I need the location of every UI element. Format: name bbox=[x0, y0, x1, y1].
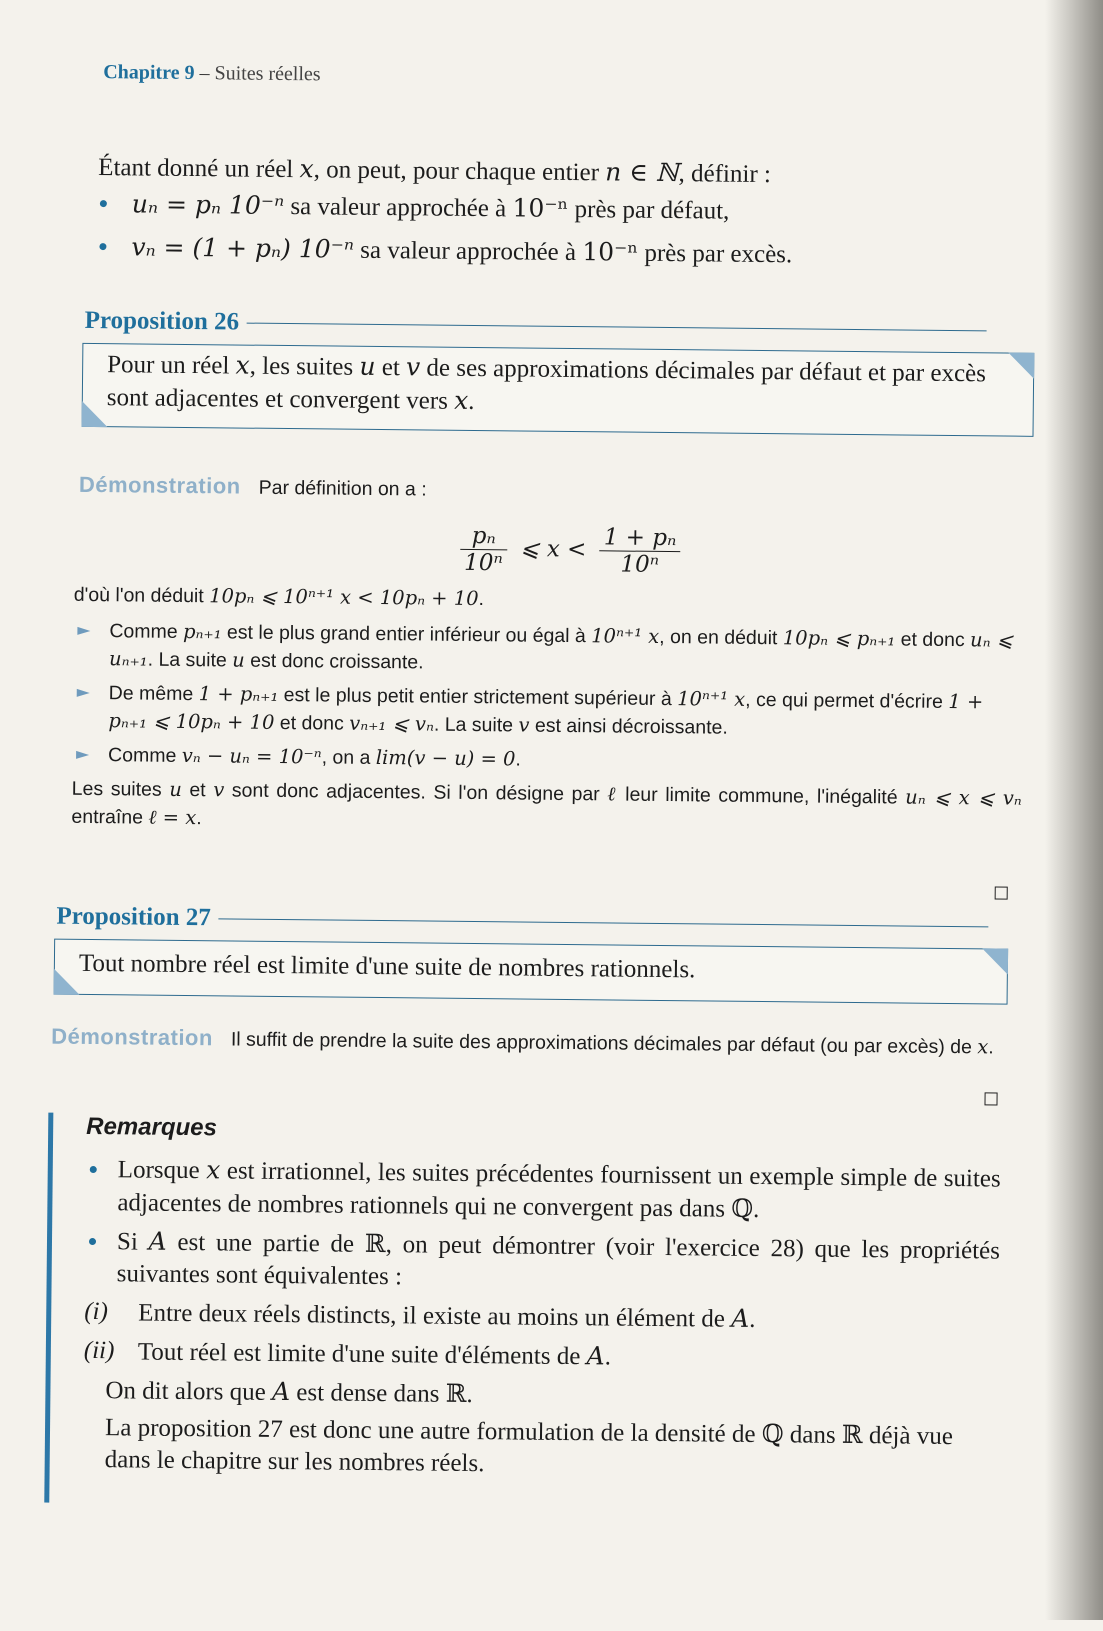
inequality-middle: ⩽ x < bbox=[512, 535, 594, 563]
math-deduction: 10pₙ ⩽ 10ⁿ⁺¹ x < 10pₙ + 10 bbox=[209, 584, 479, 611]
fraction-1p-over-10n bbox=[599, 524, 680, 578]
header-separator: – bbox=[199, 62, 210, 85]
running-header bbox=[103, 61, 321, 86]
arrow-bullet-icon bbox=[76, 751, 89, 759]
bullet-dot-icon bbox=[100, 200, 107, 207]
math-a: A bbox=[731, 1303, 750, 1333]
conclusion-text: leur limite commune, l'inégalité bbox=[617, 783, 906, 809]
deduction-line bbox=[74, 581, 1024, 619]
heading-rule bbox=[247, 322, 987, 331]
heading-rule bbox=[219, 918, 989, 927]
remark-text: est dense dans bbox=[289, 1379, 446, 1408]
math-r: ℝ bbox=[445, 1378, 467, 1408]
corner-decoration bbox=[82, 401, 108, 427]
demonstration-26-body bbox=[71, 581, 1024, 841]
math-expr: vₙ − uₙ = 10⁻ⁿ bbox=[181, 743, 322, 769]
math-q: ℚ bbox=[761, 1419, 784, 1449]
remark-text: est une partie de bbox=[166, 1228, 366, 1258]
math-expr: 1 + pₙ₊₁ ⩽ 10pₙ + 10 bbox=[108, 689, 984, 734]
math-n-in-n: n ∈ ℕ bbox=[605, 157, 679, 188]
qed-square-icon bbox=[984, 1092, 997, 1105]
demonstration-27 bbox=[51, 1023, 1006, 1062]
definition-v bbox=[97, 231, 997, 273]
proposition-text: Pour un réel bbox=[107, 351, 236, 380]
math-v: v bbox=[405, 352, 421, 382]
argument-text: . bbox=[515, 748, 522, 771]
property-text: Entre deux réels distincts, il existe au moins un élément de bbox=[138, 1299, 732, 1333]
proposition-27-heading bbox=[56, 903, 989, 941]
math-v-def: vₙ = (1 + pₙ) 10⁻ⁿ bbox=[131, 232, 355, 264]
remarks-body bbox=[83, 1153, 1001, 1486]
property-text: . bbox=[604, 1343, 612, 1371]
proposition-text: de ses approximations décimales par défaut et par excès sont adjacentes et convergent vers bbox=[106, 354, 987, 415]
math-x: x bbox=[299, 154, 314, 184]
proposition-text: . bbox=[468, 387, 475, 415]
argument-text: est ainsi décroissante. bbox=[529, 714, 728, 739]
remarks-side-bar bbox=[44, 1113, 53, 1503]
remark-item bbox=[84, 1225, 1000, 1300]
definition-text: près par excès. bbox=[638, 239, 793, 269]
density-remark bbox=[83, 1411, 999, 1486]
math-expr: 10ⁿ⁺¹ x bbox=[591, 624, 660, 648]
math-r: ℝ bbox=[364, 1228, 386, 1259]
remark-item bbox=[85, 1153, 1001, 1229]
math-expr: v bbox=[213, 778, 225, 802]
definition-text: près par défaut, bbox=[568, 195, 730, 225]
math-expr: u bbox=[169, 777, 182, 801]
argument-text: , on a bbox=[321, 746, 376, 769]
argument-item bbox=[72, 679, 1023, 745]
remarks-list bbox=[84, 1153, 1000, 1300]
math-expr: ℓ = x bbox=[148, 805, 197, 830]
definition-text: sa valeur approchée à bbox=[284, 192, 513, 223]
math-expr: pₙ₊₁ bbox=[182, 619, 222, 644]
math-x: x bbox=[206, 1155, 221, 1185]
math-expr: uₙ ⩽ uₙ₊₁ bbox=[108, 628, 1014, 671]
argument-text: et donc bbox=[895, 628, 971, 652]
remark-text: . bbox=[466, 1380, 473, 1409]
argument-text: est donc croissante. bbox=[244, 649, 424, 674]
math-x: x bbox=[235, 350, 250, 380]
conclusion-text: sont donc adjacentes. Si l'on désigne par bbox=[224, 779, 608, 806]
demonstration-text: . bbox=[988, 1036, 994, 1059]
argument-text: Comme bbox=[109, 620, 184, 643]
remark-text: La proposition 27 est donc une autre formulation de la densité de bbox=[104, 1414, 762, 1449]
math-expr: uₙ ⩽ x ⩽ vₙ bbox=[905, 785, 1022, 810]
demonstration-label: Démonstration bbox=[78, 471, 241, 499]
demonstration-text: Il suffit de prendre la suite des approximations décimales par défaut (ou par excès) de bbox=[230, 1028, 978, 1059]
definition-text: sa valeur approchée à bbox=[353, 236, 583, 267]
remark-text: Lorsque bbox=[117, 1156, 207, 1185]
intro-line bbox=[98, 151, 998, 193]
math-a: A bbox=[271, 1376, 291, 1407]
demonstration-text: . bbox=[478, 588, 485, 611]
proposition-text: et bbox=[375, 353, 407, 382]
bullet-dot-icon bbox=[90, 1166, 97, 1173]
intro-text: , on peut, pour chaque entier bbox=[313, 156, 606, 187]
bullet-dot-icon bbox=[99, 243, 106, 250]
remark-text: est irrationnel, les suites précédentes fournissent un exemple simple de suites adjacentes de nombres rationnels qui ne convergent pas dans bbox=[117, 1157, 1001, 1223]
math-u-def: uₙ = pₙ 10⁻ⁿ bbox=[131, 189, 285, 220]
proposition-26-title: Proposition 26 bbox=[84, 306, 240, 336]
proposition-27-title: Proposition 27 bbox=[56, 902, 211, 932]
math-expr: 10ⁿ⁺¹ x bbox=[677, 687, 746, 711]
conclusion-text: et bbox=[181, 778, 214, 802]
proposition-27-box bbox=[54, 939, 1009, 1005]
chapter-label: Chapitre 9 bbox=[103, 61, 195, 85]
argument-text: , ce qui permet d'écrire bbox=[745, 688, 949, 713]
remark-text: Si bbox=[116, 1228, 149, 1256]
math-expr: ℓ bbox=[607, 782, 618, 806]
conclusion-paragraph bbox=[71, 775, 1022, 841]
conclusion-text: Les suites bbox=[71, 777, 170, 801]
remark-text: dans bbox=[783, 1421, 843, 1449]
fraction-denominator: 10ⁿ bbox=[620, 551, 660, 578]
intro-paragraph bbox=[97, 151, 998, 283]
property-label: (i) bbox=[84, 1297, 109, 1326]
math-power: 10⁻ⁿ bbox=[512, 193, 569, 223]
math-x: x bbox=[977, 1035, 989, 1059]
argument-list bbox=[72, 617, 1024, 779]
demonstration-text: d'où l'on déduit bbox=[73, 583, 210, 608]
arrow-bullet-icon bbox=[77, 689, 90, 697]
math-expr: v bbox=[518, 713, 530, 737]
property-text: Tout réel est limite d'une suite d'éléments de bbox=[137, 1338, 587, 1371]
proposition-26-heading bbox=[84, 307, 987, 344]
math-power: 10⁻ⁿ bbox=[582, 237, 639, 267]
corner-decoration bbox=[982, 948, 1008, 974]
remark-text: déjà vue dans le chapitre sur les nombres réels. bbox=[104, 1422, 954, 1478]
demonstration-text: Par définition on a : bbox=[258, 476, 427, 501]
property-text: . bbox=[749, 1305, 756, 1333]
argument-text: Comme bbox=[107, 744, 182, 767]
conclusion-text: . bbox=[196, 807, 202, 830]
remark-text: . bbox=[752, 1195, 760, 1224]
argument-text: , on en déduit bbox=[659, 625, 783, 650]
argument-text: . La suite bbox=[147, 648, 233, 672]
property-i bbox=[84, 1296, 999, 1339]
math-expr: 1 + pₙ₊₁ bbox=[198, 682, 279, 706]
intro-text: Étant donné un réel bbox=[98, 154, 300, 184]
math-a: A bbox=[148, 1226, 167, 1256]
math-q: ℚ bbox=[731, 1193, 754, 1223]
fraction-numerator: pₙ bbox=[460, 523, 507, 550]
qed-square-icon bbox=[995, 886, 1008, 899]
property-label: (ii) bbox=[83, 1336, 115, 1365]
corner-decoration bbox=[1008, 353, 1034, 379]
argument-text: . La suite bbox=[433, 713, 519, 737]
definition-u bbox=[98, 188, 998, 230]
intro-text: , définir : bbox=[678, 160, 772, 189]
page-binding-shadow bbox=[1045, 0, 1103, 1620]
math-u: u bbox=[359, 351, 376, 381]
math-a: A bbox=[586, 1341, 605, 1371]
remarks-section bbox=[44, 1113, 1008, 1513]
bullet-dot-icon bbox=[89, 1238, 96, 1245]
proposition-26-box bbox=[82, 343, 1035, 437]
math-x: x bbox=[454, 385, 469, 415]
fraction-p-over-10n bbox=[460, 523, 507, 576]
argument-text: est le plus grand entier inférieur ou égal à bbox=[221, 621, 592, 648]
demonstration-26-intro bbox=[79, 471, 1039, 510]
conclusion-text: entraîne bbox=[71, 805, 149, 829]
remark-text: , on peut démontrer (voir l'exercice 28) que les propriétés suivantes sont équivalentes : bbox=[116, 1231, 1001, 1291]
argument-item bbox=[72, 741, 1022, 779]
math-expr: vₙ₊₁ ⩽ vₙ bbox=[349, 711, 435, 736]
remark-text: On dit alors que bbox=[105, 1377, 273, 1406]
argument-text: et donc bbox=[274, 711, 350, 735]
display-inequality bbox=[454, 523, 686, 578]
demonstration-label: Démonstration bbox=[51, 1023, 214, 1051]
math-expr: u bbox=[232, 648, 245, 672]
argument-item bbox=[73, 617, 1024, 683]
definition-list bbox=[97, 188, 998, 273]
arrow-bullet-icon bbox=[77, 627, 90, 635]
proposition-text: Tout nombre réel est limite d'une suite de nombres rationnels. bbox=[78, 949, 696, 984]
remarks-title: Remarques bbox=[86, 1112, 218, 1142]
argument-text: est le plus petit entier strictement supérieur à bbox=[278, 683, 678, 711]
math-r: ℝ bbox=[841, 1419, 863, 1450]
math-expr: lim(v − u) = 0 bbox=[375, 745, 516, 771]
corner-decoration bbox=[54, 969, 80, 995]
fraction-numerator: 1 + pₙ bbox=[600, 524, 681, 552]
property-ii bbox=[84, 1335, 999, 1378]
proposition-text: , les suites bbox=[249, 352, 360, 381]
math-expr: 10pₙ ⩽ pₙ₊₁ bbox=[782, 626, 896, 651]
fraction-denominator: 10ⁿ bbox=[463, 549, 503, 577]
argument-text: De même bbox=[108, 682, 199, 706]
chapter-subtitle: Suites réelles bbox=[214, 62, 321, 86]
density-definition bbox=[83, 1374, 998, 1417]
